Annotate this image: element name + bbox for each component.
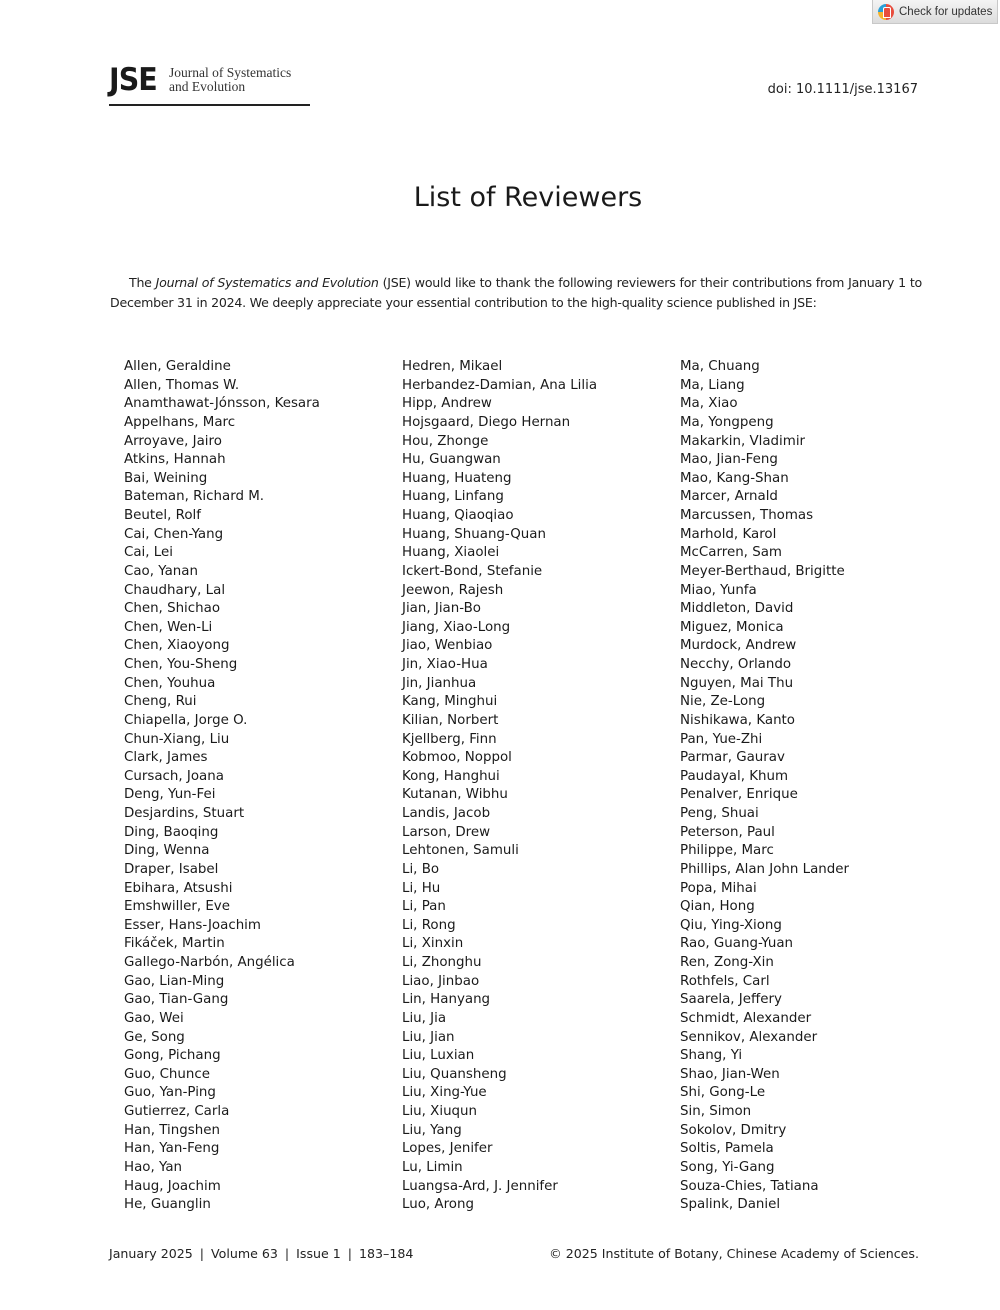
journal-logo (109, 64, 310, 106)
reviewer-name: Gallego-Narbón, Angélica (124, 955, 295, 970)
reviewer-name: Cao, Yanan (124, 563, 198, 579)
reviewer-name: Jin, Jianhua (402, 675, 477, 691)
reviewer-name: Song, Yi-Gang (680, 1159, 775, 1175)
reviewer-name: Huang, Xiaolei (402, 545, 500, 561)
reviewer-name: Liu, Xiuqun (402, 1104, 478, 1119)
intro-suffix: (JSE) would like to thank the following reviewers for their contributions from January 1 to December 31 in 2024. We deeply appreciate your essential contribution to the high-quality science published in JSE: (110, 275, 922, 310)
reviewer-name: Parmar, Gaurav (680, 750, 785, 766)
reviewer-name: Cai, Chen-Yang (124, 526, 224, 542)
reviewer-name: Clark, James (124, 750, 208, 766)
reviewer-name: Marhold, Karol (680, 526, 777, 542)
reviewer-name: Hedren, Mikael (402, 359, 503, 374)
reviewer-name: Ma, Chuang (680, 359, 760, 374)
reviewer-name: Jian, Jian-Bo (402, 601, 481, 617)
reviewer-name: Nguyen, Mai Thu (680, 675, 794, 691)
reviewer-name: McCarren, Sam (680, 545, 782, 561)
reviewer-column-3 (680, 358, 849, 1215)
reviewer-name: Jiang, Xiao-Long (402, 619, 511, 635)
reviewer-name: Bai, Weining (124, 470, 208, 486)
reviewer-name: Luo, Arong (402, 1197, 474, 1213)
reviewer-name: Spalink, Daniel (680, 1197, 781, 1213)
reviewer-name: Li, Zhonghu (402, 955, 482, 970)
reviewer-name: Marcer, Arnald (680, 489, 778, 505)
reviewer-name: Philippe, Marc (680, 843, 774, 859)
reviewer-name: Sennikov, Alexander (680, 1029, 818, 1045)
reviewer-name: Li, Rong (402, 917, 456, 933)
reviewer-name: Huang, Shuang-Quan (402, 526, 546, 542)
reviewer-name: Gutierrez, Carla (124, 1104, 230, 1119)
reviewer-name: Liu, Jia (402, 1010, 447, 1026)
reviewer-name: Gong, Pichang (124, 1048, 221, 1064)
reviewer-name: Liu, Xing-Yue (402, 1085, 487, 1101)
reviewer-name: Lin, Hanyang (402, 992, 491, 1008)
reviewer-name: Deng, Yun-Fei (124, 787, 216, 803)
reviewer-name: Murdock, Andrew (680, 638, 797, 654)
reviewer-name: Li, Hu (402, 880, 441, 896)
reviewer-name: Liao, Jinbao (402, 973, 480, 989)
reviewer-name: Ge, Song (124, 1029, 185, 1045)
reviewer-name: Kutanan, Wibhu (402, 787, 508, 803)
reviewer-name: Liu, Jian (402, 1029, 455, 1045)
reviewer-name: Luangsa-Ard, J. Jennifer (402, 1178, 558, 1194)
reviewer-name: Sokolov, Dmitry (680, 1122, 787, 1138)
reviewer-name: Hou, Zhonge (402, 433, 489, 449)
reviewer-name: Miao, Yunfa (680, 582, 757, 598)
reviewer-name: Necchy, Orlando (680, 657, 792, 672)
separator: | (347, 1246, 353, 1261)
reviewer-name: Ma, Xiao (680, 396, 738, 412)
reviewer-name: Ebihara, Atsushi (124, 880, 233, 896)
reviewer-name: Gao, Tian-Gang (124, 992, 229, 1008)
reviewer-name: Lehtonen, Samuli (402, 843, 519, 859)
reviewer-name: Hao, Yan (124, 1159, 183, 1175)
reviewer-name: Cursach, Joana (124, 768, 224, 784)
reviewer-name: Fikáček, Martin (124, 936, 225, 952)
reviewer-name: Jeewon, Rajesh (402, 582, 504, 598)
journal-name-line-1: Journal of Systematics (169, 65, 292, 80)
reviewer-name: Hipp, Andrew (402, 396, 492, 412)
check-for-updates-label: Check for updates (899, 5, 993, 18)
logo-mark: JSE (109, 62, 157, 98)
reviewer-name: Chaudhary, Lal (124, 582, 226, 598)
reviewer-name: Guo, Yan-Ping (124, 1085, 216, 1101)
reviewer-name: Allen, Thomas W. (124, 377, 240, 393)
intro-journal-name: Journal of Systematics and Evolution (155, 275, 379, 290)
reviewer-name: Liu, Yang (402, 1122, 462, 1138)
reviewer-name: Anamthawat-Jónsson, Kesara (124, 396, 320, 412)
crossmark-icon (878, 4, 894, 20)
reviewer-name: Liu, Luxian (402, 1048, 475, 1064)
citation-info (109, 1246, 413, 1261)
reviewer-name: Landis, Jacob (402, 806, 491, 821)
page-range: 183–184 (359, 1246, 414, 1261)
reviewer-name: Kong, Hanghui (402, 768, 500, 784)
volume: Volume 63 (211, 1246, 278, 1261)
reviewer-name: Esser, Hans-Joachim (124, 917, 261, 933)
reviewer-name: Desjardins, Stuart (124, 806, 245, 821)
reviewer-column-2 (402, 358, 597, 1215)
reviewer-name: Meyer-Berthaud, Brigitte (680, 563, 845, 579)
reviewer-name: Ickert-Bond, Stefanie (402, 563, 543, 579)
reviewer-name: Draper, Isabel (124, 861, 219, 877)
reviewer-name: Huang, Linfang (402, 489, 504, 505)
reviewer-name: Popa, Mihai (680, 880, 757, 896)
reviewer-name: Rao, Guang-Yuan (680, 936, 794, 952)
reviewer-name: Qian, Hong (680, 899, 755, 915)
reviewer-name: Lu, Limin (402, 1159, 463, 1175)
reviewer-name: Peterson, Paul (680, 824, 775, 840)
reviewer-name: Gao, Lian-Ming (124, 973, 225, 989)
reviewer-name: Nie, Ze-Long (680, 694, 766, 710)
reviewer-name: Kang, Minghui (402, 694, 498, 710)
reviewer-name: Allen, Geraldine (124, 359, 231, 374)
reviewer-name: Ding, Baoqing (124, 824, 219, 840)
reviewer-name: Shang, Yi (680, 1048, 743, 1064)
intro-prefix: The (129, 275, 156, 290)
reviewer-name: He, Guanglin (124, 1197, 211, 1213)
reviewer-name: Chen, Wen-Li (124, 619, 213, 635)
reviewer-name: Qiu, Ying-Xiong (680, 917, 782, 933)
reviewer-name: Larson, Drew (402, 824, 491, 840)
doi[interactable]: doi: 10.1111/jse.13167 (767, 82, 918, 97)
reviewer-name: Liu, Quansheng (402, 1066, 507, 1082)
reviewer-name: Ma, Yongpeng (680, 414, 774, 430)
reviewer-name: Saarela, Jeffery (680, 992, 782, 1008)
reviewer-name: Appelhans, Marc (124, 414, 236, 430)
reviewer-name: Guo, Chunce (124, 1066, 210, 1082)
reviewer-name: Kilian, Norbert (402, 712, 499, 728)
separator: | (284, 1246, 290, 1261)
reviewer-name: Arroyave, Jairo (124, 433, 222, 449)
reviewer-name: Rothfels, Carl (680, 973, 770, 989)
reviewer-name: Schmidt, Alexander (680, 1010, 812, 1026)
reviewer-name: Atkins, Hannah (124, 452, 226, 468)
reviewer-name: Paudayal, Khum (680, 768, 789, 784)
reviewer-name: Emshwiller, Eve (124, 899, 230, 915)
reviewer-name: Shi, Gong-Le (680, 1085, 766, 1101)
reviewer-name: Chen, You-Sheng (124, 657, 238, 672)
reviewer-name: Gao, Wei (124, 1010, 184, 1026)
reviewer-name: Ding, Wenna (124, 843, 210, 859)
reviewer-name: Kjellberg, Finn (402, 731, 497, 747)
reviewer-name: Penalver, Enrique (680, 787, 798, 803)
reviewer-name: Haug, Joachim (124, 1178, 221, 1194)
separator: | (199, 1246, 205, 1261)
reviewer-name: Li, Xinxin (402, 936, 464, 952)
reviewer-name: Chun-Xiang, Liu (124, 731, 230, 747)
reviewer-name: Ma, Liang (680, 377, 745, 393)
page-footer (109, 1246, 919, 1261)
copyright: © 2025 Institute of Botany, Chinese Academy of Sciences. (549, 1246, 919, 1261)
reviewer-name: Marcussen, Thomas (680, 508, 814, 523)
reviewer-column-1 (124, 358, 320, 1215)
reviewer-name: Chen, Shichao (124, 601, 221, 617)
reviewer-name: Cai, Lei (124, 545, 173, 561)
reviewer-name: Hu, Guangwan (402, 452, 501, 468)
reviewer-name: Huang, Qiaoqiao (402, 508, 514, 523)
reviewer-name: Han, Yan-Feng (124, 1141, 220, 1157)
journal-name-line-2: and Evolution (169, 79, 246, 94)
reviewer-name: Ren, Zong-Xin (680, 955, 774, 970)
reviewer-name: Mao, Jian-Feng (680, 452, 778, 468)
reviewer-name: Chen, Xiaoyong (124, 638, 230, 654)
reviewer-name: Bateman, Richard M. (124, 489, 265, 505)
reviewer-name: Jiao, Wenbiao (402, 638, 493, 654)
reviewer-name: Middleton, David (680, 601, 794, 617)
reviewer-name: Li, Pan (402, 899, 446, 915)
reviewer-name: Lopes, Jenifer (402, 1141, 493, 1157)
issue: Issue 1 (296, 1246, 341, 1261)
reviewer-name: Han, Tingshen (124, 1122, 220, 1138)
reviewer-name: Peng, Shuai (680, 806, 759, 821)
reviewer-name: Chen, Youhua (124, 675, 216, 691)
reviewer-name: Kobmoo, Noppol (402, 750, 512, 766)
issue-date: January 2025 (109, 1246, 193, 1261)
check-for-updates-button[interactable] (872, 0, 998, 24)
reviewer-name: Souza-Chies, Tatiana (680, 1178, 819, 1194)
reviewer-name: Soltis, Pamela (680, 1141, 774, 1157)
reviewer-name: Cheng, Rui (124, 694, 197, 710)
reviewer-name: Phillips, Alan John Lander (680, 861, 850, 877)
reviewer-name: Pan, Yue-Zhi (680, 731, 763, 747)
reviewer-name: Sin, Simon (680, 1104, 752, 1119)
reviewer-name: Makarkin, Vladimir (680, 433, 806, 449)
reviewer-name: Hojsgaard, Diego Hernan (402, 414, 571, 430)
reviewer-name: Li, Bo (402, 861, 440, 877)
reviewer-name: Nishikawa, Kanto (680, 712, 795, 728)
page-title: List of Reviewers (413, 182, 643, 213)
reviewer-name: Beutel, Rolf (124, 508, 201, 523)
reviewer-name: Herbandez-Damian, Ana Lilia (402, 377, 598, 393)
reviewer-name: Huang, Huateng (402, 470, 512, 486)
reviewer-name: Jin, Xiao-Hua (402, 657, 488, 672)
reviewer-name: Shao, Jian-Wen (680, 1066, 780, 1082)
reviewer-name: Miguez, Monica (680, 619, 784, 635)
reviewer-name: Chiapella, Jorge O. (124, 712, 248, 728)
intro-paragraph (110, 273, 922, 312)
reviewer-name: Mao, Kang-Shan (680, 470, 789, 486)
journal-name (169, 64, 291, 94)
